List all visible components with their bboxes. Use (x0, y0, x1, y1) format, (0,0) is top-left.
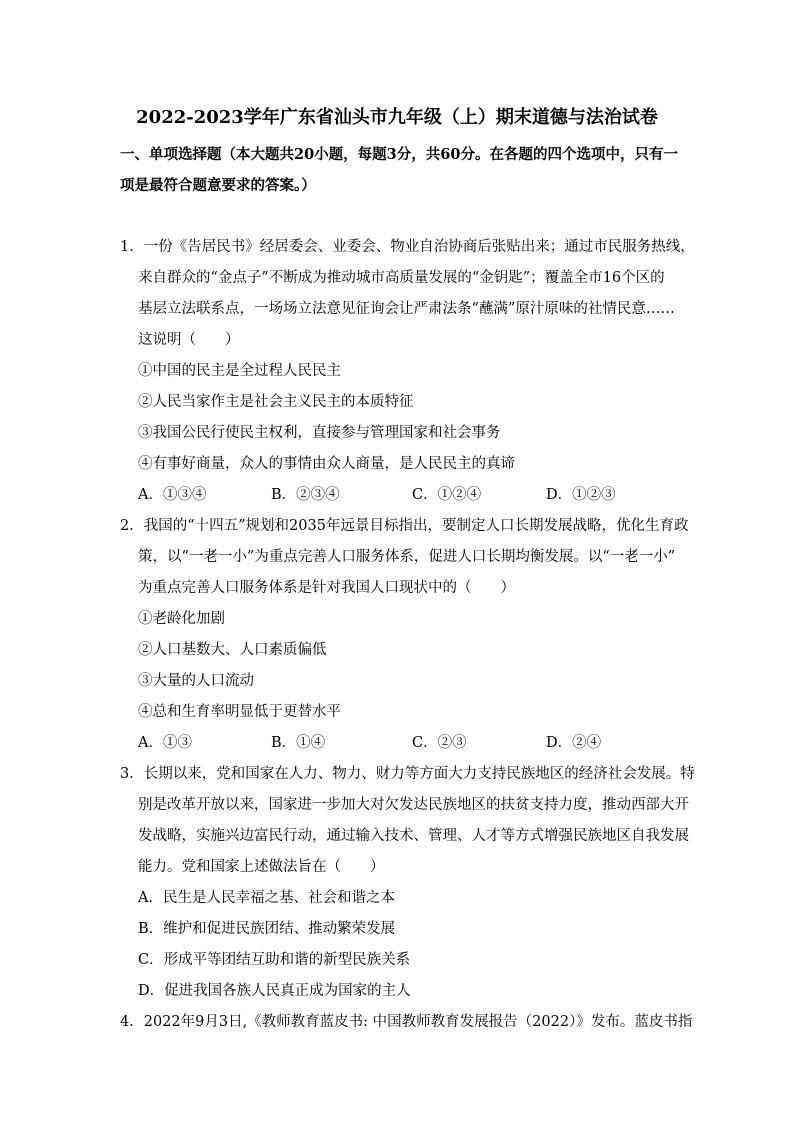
section-heading-line-1: 一、单项选择题（本大题共20小题，每题3分，共60分。在各题的四个选项中，只有一 (120, 146, 678, 163)
question-stem-line: 为重点完善人口服务体系是针对我国人口现状中的（ ） (138, 580, 515, 596)
question-stem-line: 4．2022年9月3日,《教师教育蓝皮书: 中国教师教育发展报告（2022）》发布。蓝皮书指 (120, 1014, 693, 1030)
choice-c: C．②③ (412, 735, 467, 751)
choice-a: A．①③ (138, 735, 192, 751)
option-b: B．维护和促进民族团结、推动繁荣发展 (138, 921, 396, 937)
choice-d: D．②④ (546, 735, 602, 751)
option-c: C．形成平等团结互助和谐的新型民族关系 (138, 952, 411, 968)
statement-item: ④总和生育率明显低于更替水平 (138, 704, 341, 720)
question-stem-line: 别是改革开放以来，国家进一步加大对欠发达民族地区的扶贫支持力度，推动西部大开 (138, 797, 689, 813)
exam-title: 2022-2023学年广东省汕头市九年级（上）期末道德与法治试卷 (136, 107, 658, 128)
option-d: D．促进我国各族人民真正成为国家的主人 (138, 983, 411, 999)
statement-item: ④有事好商量，众人的事情由众人商量，是人民民主的真谛 (138, 456, 515, 472)
choice-a: A．①③④ (138, 487, 207, 503)
choice-c: C．①②④ (412, 487, 482, 503)
question-stem-line: 3．长期以来，党和国家在人力、物力、财力等方面大力支持民族地区的经济社会发展。特 (120, 766, 695, 782)
question-stem-line: 这说明（ ） (138, 332, 240, 348)
option-a: A．民生是人民幸福之基、社会和谐之本 (138, 890, 395, 906)
statement-item: ③大量的人口流动 (138, 673, 254, 689)
statement-item: ②人民当家作主是社会主义民主的本质特征 (138, 394, 414, 410)
question-stem-line: 2．我国的“十四五”规划和2035年远景目标指出，要制定人口长期发展战略，优化生育政 (120, 518, 689, 534)
choice-b: B．①④ (271, 735, 326, 751)
question-stem-line: 发战略，实施兴边富民行动，通过输入技术、管理、人才等方式增强民族地区自我发展 (138, 828, 689, 844)
question-stem-line: 策，以“一老一小”为重点完善人口服务体系，促进人口长期均衡发展。以“一老一小” (138, 549, 676, 565)
statement-item: ③我国公民行使民主权利，直接参与管理国家和社会事务 (138, 425, 501, 441)
question-stem-line: 能力。党和国家上述做法旨在（ ） (138, 859, 385, 875)
section-heading-line-2: 项是最符合题意要求的答案。） (120, 177, 316, 194)
question-stem-line: 1．一份《告居民书》经居委会、业委会、物业自治协商后张贴出来；通过市民服务热线， (120, 239, 695, 255)
statement-item: ①老龄化加剧 (138, 611, 225, 627)
choice-b: B．②③④ (271, 487, 340, 503)
statement-item: ①中国的民主是全过程人民民主 (138, 363, 341, 379)
question-stem-line: 基层立法联系点，一场场立法意见征询会让严肃法条“蘸满”原汁原味的社情民意…… (138, 301, 675, 317)
question-stem-line: 来自群众的“金点子”不断成为推动城市高质量发展的“金钥匙”；覆盖全市16个区的 (138, 270, 665, 286)
statement-item: ②人口基数大、人口素质偏低 (138, 642, 327, 658)
choice-d: D．①②③ (546, 487, 616, 503)
